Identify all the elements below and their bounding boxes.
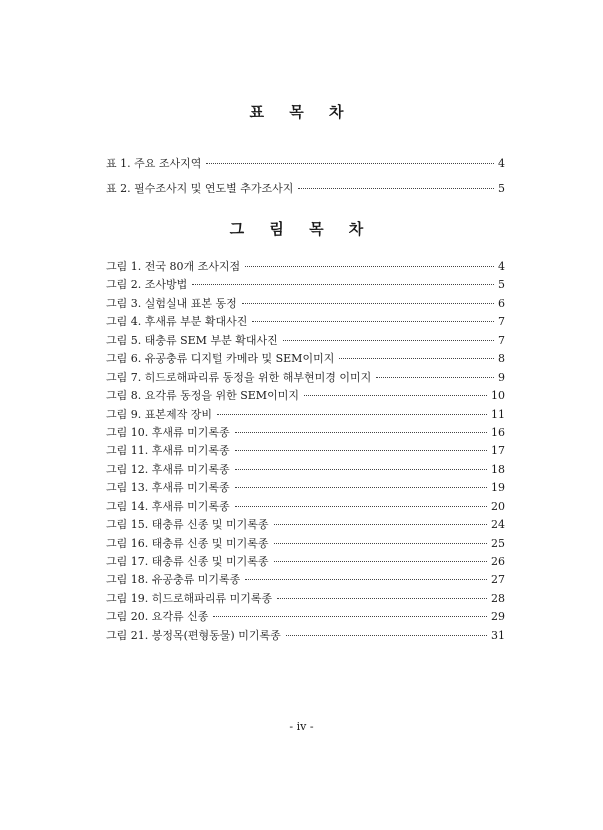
toc-entry-label: 그림 5. 태충류 SEM 부분 확대사진 [106,333,278,347]
toc-entry-page: 26 [491,555,505,568]
toc-entry-label: 그림 20. 요각류 신종 [106,610,209,624]
dot-leader [298,188,494,189]
toc-entry-page: 29 [491,610,505,624]
dot-leader [274,524,488,525]
toc-entry-label: 그림 16. 태충류 신종 및 미기록종 [106,536,269,550]
toc-entry[interactable] [106,535,505,553]
dot-leader [235,432,487,433]
toc-entry[interactable] [106,151,505,176]
table-of-figures-title: 그 림 목 차 [229,220,374,238]
toc-entry[interactable] [106,553,505,571]
toc-entry-label: 그림 11. 후새류 미기록종 [106,444,230,458]
dot-leader [235,487,487,488]
toc-entry-label: 그림 6. 유공충류 디지털 카메라 및 SEM이미지 [106,352,335,366]
table-of-tables-title: 표 목 차 [249,103,354,121]
toc-entry[interactable] [106,387,505,405]
toc-entry[interactable] [106,313,505,331]
dot-leader [235,450,487,451]
toc-entry-page: 19 [491,481,505,495]
toc-entry-page: 7 [498,333,505,347]
toc-entry[interactable] [106,332,505,350]
dot-leader [304,395,487,396]
toc-entry-page: 5 [498,182,505,195]
toc-entry-label: 그림 19. 히드로해파리류 미기록종 [106,591,273,605]
toc-entry-page: 24 [491,518,505,532]
toc-entry-label: 그림 3. 실험실내 표본 동정 [106,296,237,310]
toc-entry-label: 그림 14. 후새류 미기록종 [106,499,230,513]
toc-entry[interactable] [106,258,505,276]
toc-entry-label: 그림 10. 후새류 미기록종 [106,425,230,439]
toc-entry[interactable] [106,350,505,368]
toc-entry-page: 11 [491,407,505,421]
toc-entry-page: 28 [491,591,505,605]
toc-entry-label: 표 2. 필수조사지 및 연도별 추가조사지 [106,182,294,195]
toc-entry[interactable] [106,295,505,313]
toc-entry-label: 그림 4. 후새류 부분 확대사진 [106,315,248,329]
toc-entry-label: 그림 17. 태충류 신종 및 미기록종 [106,555,269,568]
dot-leader [245,579,487,580]
toc-entry[interactable] [106,176,505,201]
toc-entry-page: 8 [498,352,505,366]
toc-entry-page: 5 [498,278,505,292]
toc-entry[interactable] [106,571,505,589]
table-of-tables-list [106,151,505,201]
dot-leader [286,635,487,636]
toc-entry[interactable] [106,608,505,626]
toc-entry-label: 그림 12. 후새류 미기록종 [106,462,230,476]
toc-entry-page: 31 [491,628,505,642]
toc-entry[interactable] [106,369,505,387]
toc-entry[interactable] [106,627,505,645]
toc-entry-page: 20 [491,499,505,513]
toc-entry-page: 10 [491,389,505,403]
toc-entry-page: 4 [498,260,505,273]
dot-leader [235,469,487,470]
toc-entry[interactable] [106,406,505,424]
dot-leader [274,561,488,562]
toc-entry-label: 그림 18. 유공충류 미기록종 [106,573,241,587]
toc-entry-page: 25 [491,536,505,550]
dot-leader [376,377,494,378]
toc-entry[interactable] [106,424,505,442]
toc-entry-label: 그림 2. 조사방법 [106,278,188,292]
toc-entry[interactable] [106,442,505,460]
toc-entry-label: 그림 9. 표본제작 장비 [106,407,212,421]
page-number: - iv - [289,720,314,733]
toc-entry[interactable] [106,590,505,608]
toc-entry[interactable] [106,516,505,534]
dot-leader [235,506,487,507]
toc-entry-label: 그림 13. 후새류 미기록종 [106,481,230,495]
toc-entry-label: 표 1. 주요 조사지역 [106,157,202,170]
table-of-figures-list [106,258,505,645]
toc-entry-label: 그림 1. 전국 80개 조사지점 [106,260,241,273]
toc-entry-page: 6 [498,296,505,310]
dot-leader [277,598,487,599]
toc-entry-page: 9 [498,370,505,384]
dot-leader [252,321,494,322]
dot-leader [242,303,494,304]
toc-entry[interactable] [106,276,505,294]
dot-leader [245,266,494,267]
toc-entry-page: 27 [491,573,505,587]
toc-entry[interactable] [106,498,505,516]
toc-entry-page: 7 [498,315,505,329]
toc-entry-page: 18 [491,462,505,476]
dot-leader [217,414,487,415]
toc-entry[interactable] [106,479,505,497]
toc-entry-label: 그림 7. 히드로해파리류 동정을 위한 해부현미경 이미지 [106,370,372,384]
toc-entry-page: 16 [491,425,505,439]
toc-entry-page: 17 [491,444,505,458]
dot-leader [192,284,494,285]
toc-entry-label: 그림 21. 봉정목(편형동물) 미기록종 [106,628,281,642]
dot-leader [339,358,494,359]
dot-leader [213,616,487,617]
toc-entry-label: 그림 15. 태충류 신종 및 미기록종 [106,518,269,532]
toc-entry-label: 그림 8. 요각류 동정을 위한 SEM이미지 [106,389,299,403]
dot-leader [274,543,488,544]
dot-leader [283,340,494,341]
toc-entry-page: 4 [498,157,505,170]
toc-entry[interactable] [106,461,505,479]
dot-leader [206,163,494,164]
